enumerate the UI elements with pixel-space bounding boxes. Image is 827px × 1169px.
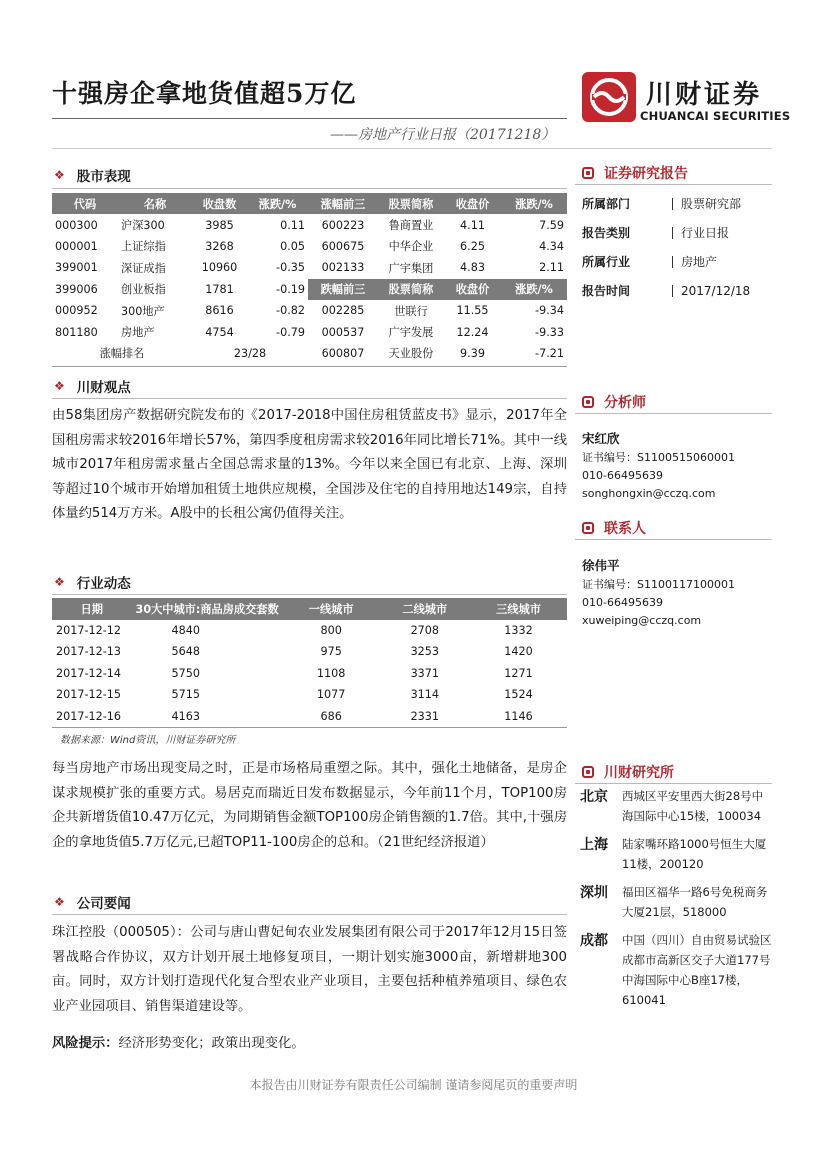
col-header: 收盘价	[444, 279, 501, 300]
index-change: -0.82	[276, 304, 305, 318]
index-close: 10960	[201, 261, 238, 275]
index-change: 0.05	[280, 239, 305, 253]
index-code: 000300	[55, 218, 98, 232]
meta-value: 2017/12/18	[681, 283, 751, 298]
report-heading-text: 证券研究报告	[604, 166, 688, 182]
cell-tier3: 1146	[504, 709, 533, 723]
stock-price: 9.39	[460, 346, 485, 360]
table-bottom-rule	[52, 366, 567, 367]
section-marker-icon	[582, 522, 594, 534]
cell-tier2: 3253	[410, 645, 440, 659]
index-code: 000001	[55, 239, 98, 253]
section-title: 公司要闻	[76, 896, 131, 912]
view-paragraph: 由58集团房产数据研究院发布的《2017-2018中国住房租赁蓝皮书》显示，2017年全国租房需求较2016年增长57%，第四季度租房需求较2016年同比增长71%。其中一线城市2017年租房需求量占全国总需求量的13%。今年以来全国已有北京、上海、深圳等超过10个城市开始增加租赁土地供应规模，全国涉及住宅的自持用地达149宗，自持体量约514万方米。A股中的长租公寓仍值得关注。	[52, 408, 567, 522]
contact-cert: 证书编号：S1100117100001	[582, 578, 735, 591]
sidebar-divider	[575, 783, 772, 784]
section-divider	[52, 914, 567, 915]
analyst-heading	[582, 392, 646, 412]
index-name: 创业板指	[121, 283, 166, 297]
stock-change: 7.59	[539, 218, 564, 232]
office-item	[580, 786, 772, 826]
stock-code: 600807	[321, 346, 365, 360]
meta-key: 报告时间	[582, 284, 631, 298]
cell-tier1: 686	[320, 709, 342, 723]
table-row	[52, 300, 567, 321]
meta-row	[582, 189, 772, 218]
col-header: 二线城市	[380, 598, 470, 620]
col-header: 涨跌/%	[501, 279, 567, 300]
section-title: 行业动态	[76, 576, 131, 592]
col-header: 日期	[52, 598, 132, 620]
section-company-heading	[54, 892, 131, 912]
stock-code: 002285	[321, 304, 365, 318]
section-title: 股市表现	[76, 169, 131, 185]
cell-tier1: 800	[320, 623, 342, 637]
contact-heading-text: 联系人	[604, 521, 646, 537]
col-header: 股票简称	[378, 279, 444, 300]
institute-heading-text: 川财研究所	[604, 765, 674, 781]
col-header: 涨幅前三	[308, 193, 378, 214]
data-source-note: 数据来源：Wind资讯，川财证券研究所	[60, 735, 236, 746]
office-address: 陆家嘴环路1000号恒生大厦11楼，200120	[622, 837, 767, 871]
col-header: 涨跌/%	[501, 193, 567, 214]
meta-row	[582, 218, 772, 247]
cell-tier2: 3371	[410, 666, 440, 680]
index-name: 深证成指	[121, 261, 166, 275]
section-marker-icon	[582, 766, 594, 778]
meta-value: 行业日报	[681, 226, 730, 240]
cell-date: 2017-12-15	[56, 688, 122, 702]
index-close: 3985	[205, 218, 234, 232]
stock-code: 002133	[321, 261, 365, 275]
stock-code: 600223	[321, 218, 365, 232]
meta-separator	[672, 198, 673, 210]
sidebar-divider	[575, 539, 772, 540]
index-change: 0.11	[280, 218, 305, 232]
stock-change: -9.34	[535, 304, 564, 318]
cell-tier1: 1077	[316, 688, 346, 702]
rank-label: 涨幅排名	[99, 347, 145, 361]
stock-change: 2.11	[539, 261, 564, 275]
table-row	[52, 641, 567, 663]
section-title: 川财观点	[76, 380, 131, 396]
office-city: 成都	[580, 933, 608, 949]
cell-tier3: 1332	[504, 623, 533, 637]
cell-tier2: 3114	[410, 688, 440, 702]
stock-name: 世联行	[394, 304, 428, 318]
table-bottom-rule	[52, 727, 567, 728]
header-divider	[52, 148, 772, 149]
section-view-heading	[54, 376, 131, 396]
col-header: 名称	[118, 193, 192, 214]
contact-name: 徐伟平	[582, 558, 620, 573]
index-code: 399001	[55, 261, 98, 275]
index-close: 8616	[205, 304, 234, 318]
stock-code: 600675	[321, 239, 365, 253]
section-marker-icon	[582, 396, 594, 408]
stock-change: 4.34	[539, 239, 564, 253]
institute-heading	[582, 762, 674, 782]
stock-price: 12.24	[456, 325, 489, 339]
logo-text-cn: 川财证券	[646, 80, 763, 110]
meta-separator	[672, 285, 673, 297]
analyst-cert: 证书编号：S1100515060001	[582, 451, 735, 464]
stock-price: 4.83	[460, 261, 485, 275]
office-item	[580, 882, 772, 922]
cell-total: 5648	[171, 645, 201, 659]
meta-separator	[672, 256, 673, 268]
stock-code: 000537	[321, 325, 365, 339]
index-name: 房地产	[121, 326, 155, 340]
meta-key: 所属行业	[582, 255, 631, 269]
index-name: 上证综指	[121, 240, 166, 254]
meta-row	[582, 276, 772, 305]
cell-tier1: 975	[320, 645, 342, 659]
analyst-card	[582, 429, 772, 503]
table-row	[52, 257, 567, 278]
industry-table	[52, 598, 567, 727]
contact-phone: 010-66495639	[582, 596, 663, 609]
meta-separator	[672, 227, 673, 239]
stock-name: 鲁商置业	[388, 219, 434, 233]
section-divider	[52, 594, 567, 595]
office-address: 中国（四川）自由贸易试验区成都市高新区交子大道177号中海国际中心B座17楼，610041	[622, 933, 772, 1007]
company-paragraph: 珠江控股（000505）：公司与唐山曹妃甸农业发展集团有限公司于2017年12月15日签署战略合作协议，双方计划开展土地修复项目，一期计划实施3000亩，新增耕地300亩。同时，双方计划打造现代化复合型农业产业项目，主要包括种植养殖项目、绿色农业产业园项目、销售渠道建设等。	[52, 925, 567, 1014]
report-heading	[582, 163, 688, 183]
report-meta	[582, 189, 772, 305]
meta-key: 所属部门	[582, 197, 631, 211]
col-header: 代码	[52, 193, 118, 214]
col-header: 股票简称	[378, 193, 444, 214]
stock-price: 6.25	[460, 239, 485, 253]
index-change: -0.35	[276, 261, 305, 275]
stock-change: -9.33	[535, 325, 564, 339]
office-item	[580, 930, 772, 1010]
index-code: 000952	[55, 304, 98, 318]
analyst-email: songhongxin@cczq.com	[582, 487, 716, 500]
section-industry-heading	[54, 572, 131, 592]
col-header: 三线城市	[470, 598, 567, 620]
page-title: 十强房企拿地货值超5万亿	[52, 79, 357, 108]
cell-total: 4840	[171, 623, 201, 637]
meta-row	[582, 247, 772, 276]
cell-tier3: 1271	[504, 666, 533, 680]
cell-tier3: 1524	[504, 688, 533, 702]
page-footer: 本报告由川财证券有限责任公司编制 谨请参阅尾页的重要声明	[249, 1078, 578, 1092]
diamond-bullet-icon: ❖	[54, 575, 65, 589]
section-market-heading	[54, 165, 131, 185]
stock-name: 广宇集团	[388, 261, 434, 275]
risk-note	[52, 1032, 567, 1057]
cell-tier1: 1108	[316, 666, 346, 680]
sidebar-divider	[575, 413, 772, 414]
meta-key: 报告类别	[582, 226, 631, 240]
table-row	[52, 279, 567, 300]
table-row	[52, 321, 567, 342]
col-header: 收盘价	[444, 193, 501, 214]
market-table-header	[52, 193, 567, 214]
table-row	[52, 214, 567, 235]
cell-tier3: 1420	[504, 645, 533, 659]
section-marker-icon	[582, 167, 594, 179]
cell-total: 5715	[171, 688, 201, 702]
market-table	[52, 193, 567, 364]
logo-mark-icon	[582, 72, 636, 122]
analyst-phone: 010-66495639	[582, 469, 663, 482]
table-row	[52, 663, 567, 685]
contact-email: xuweiping@cczq.com	[582, 614, 702, 627]
table-row	[52, 684, 567, 706]
col-header: 涨跌/%	[247, 193, 308, 214]
index-code: 399006	[55, 282, 98, 296]
table-row	[52, 620, 567, 642]
logo-text-en: CHUANCAI SECURITIES	[640, 109, 791, 123]
sidebar-divider	[575, 184, 772, 185]
col-header: 30大中城市:商品房成交套数	[132, 598, 283, 620]
meta-value: 股票研究部	[681, 197, 742, 211]
cell-tier2: 2708	[410, 623, 440, 637]
index-change: -0.79	[276, 325, 305, 339]
rank-value: 23/28	[233, 346, 267, 360]
index-change: -0.19	[276, 282, 305, 296]
table-row	[52, 236, 567, 257]
cell-date: 2017-12-13	[56, 645, 122, 659]
meta-value: 房地产	[681, 255, 718, 269]
contact-card	[582, 556, 772, 630]
cell-total: 5750	[171, 666, 201, 680]
table-row	[52, 706, 567, 728]
stock-price: 4.11	[460, 218, 485, 232]
industry-paragraph: 每当房地产市场出现变局之时，正是市场格局重塑之际。其中，强化土地储备，是房企谋求规模扩张的重要方式。易居克而瑞近日发布数据显示，今年前11个月，TOP100房企共新增货值10.47万亿元，为同期销售金额TOP100房企销售额的1.7倍。其中,十强房企的拿地货值5.7万亿元,已超TOP11-100房企的总和。（21世纪经济报道）	[52, 761, 567, 850]
index-name: 300地产	[121, 304, 165, 318]
risk-text: 经济形势变化；政策出现变化。	[118, 1036, 305, 1051]
col-header: 跌幅前三	[308, 279, 378, 300]
col-header: 收盘数	[192, 193, 247, 214]
section-divider	[52, 188, 567, 189]
office-item	[580, 834, 772, 874]
stock-name: 天业股份	[388, 347, 434, 361]
cell-tier2: 2331	[410, 709, 440, 723]
index-close: 4754	[205, 325, 234, 339]
cell-date: 2017-12-16	[56, 709, 122, 723]
cell-date: 2017-12-14	[56, 666, 122, 680]
company-logo	[582, 72, 636, 122]
section-divider	[52, 398, 567, 399]
industry-table-header	[52, 598, 567, 620]
office-city: 深圳	[580, 885, 608, 901]
office-city: 北京	[580, 789, 608, 805]
stock-name: 广宇发展	[388, 326, 434, 340]
title-divider	[52, 118, 567, 119]
office-address: 西城区平安里西大街28号中海国际中心15楼，100034	[622, 789, 764, 823]
index-code: 801180	[55, 325, 98, 339]
stock-price: 11.55	[456, 304, 489, 318]
office-list	[580, 786, 772, 1010]
diamond-bullet-icon: ❖	[54, 379, 65, 393]
diamond-bullet-icon: ❖	[54, 895, 65, 909]
stock-change: -7.21	[535, 346, 564, 360]
risk-label: 风险提示：	[52, 1036, 119, 1051]
diamond-bullet-icon: ❖	[54, 168, 65, 182]
analyst-heading-text: 分析师	[604, 395, 646, 411]
cell-total: 4163	[171, 709, 201, 723]
index-close: 1781	[205, 282, 234, 296]
cell-date: 2017-12-12	[56, 623, 122, 637]
table-row	[52, 343, 567, 364]
stock-name: 中华企业	[388, 240, 434, 254]
col-header: 一线城市	[283, 598, 380, 620]
office-address: 福田区福华一路6号免税商务大厦21层，518000	[622, 885, 768, 919]
index-close: 3268	[205, 239, 234, 253]
office-city: 上海	[580, 837, 608, 853]
report-subtitle: ——房地产行业日报（20171218）	[330, 127, 556, 143]
contact-heading	[582, 518, 646, 538]
index-name: 沪深300	[121, 219, 165, 233]
analyst-name: 宋红欣	[582, 431, 620, 446]
